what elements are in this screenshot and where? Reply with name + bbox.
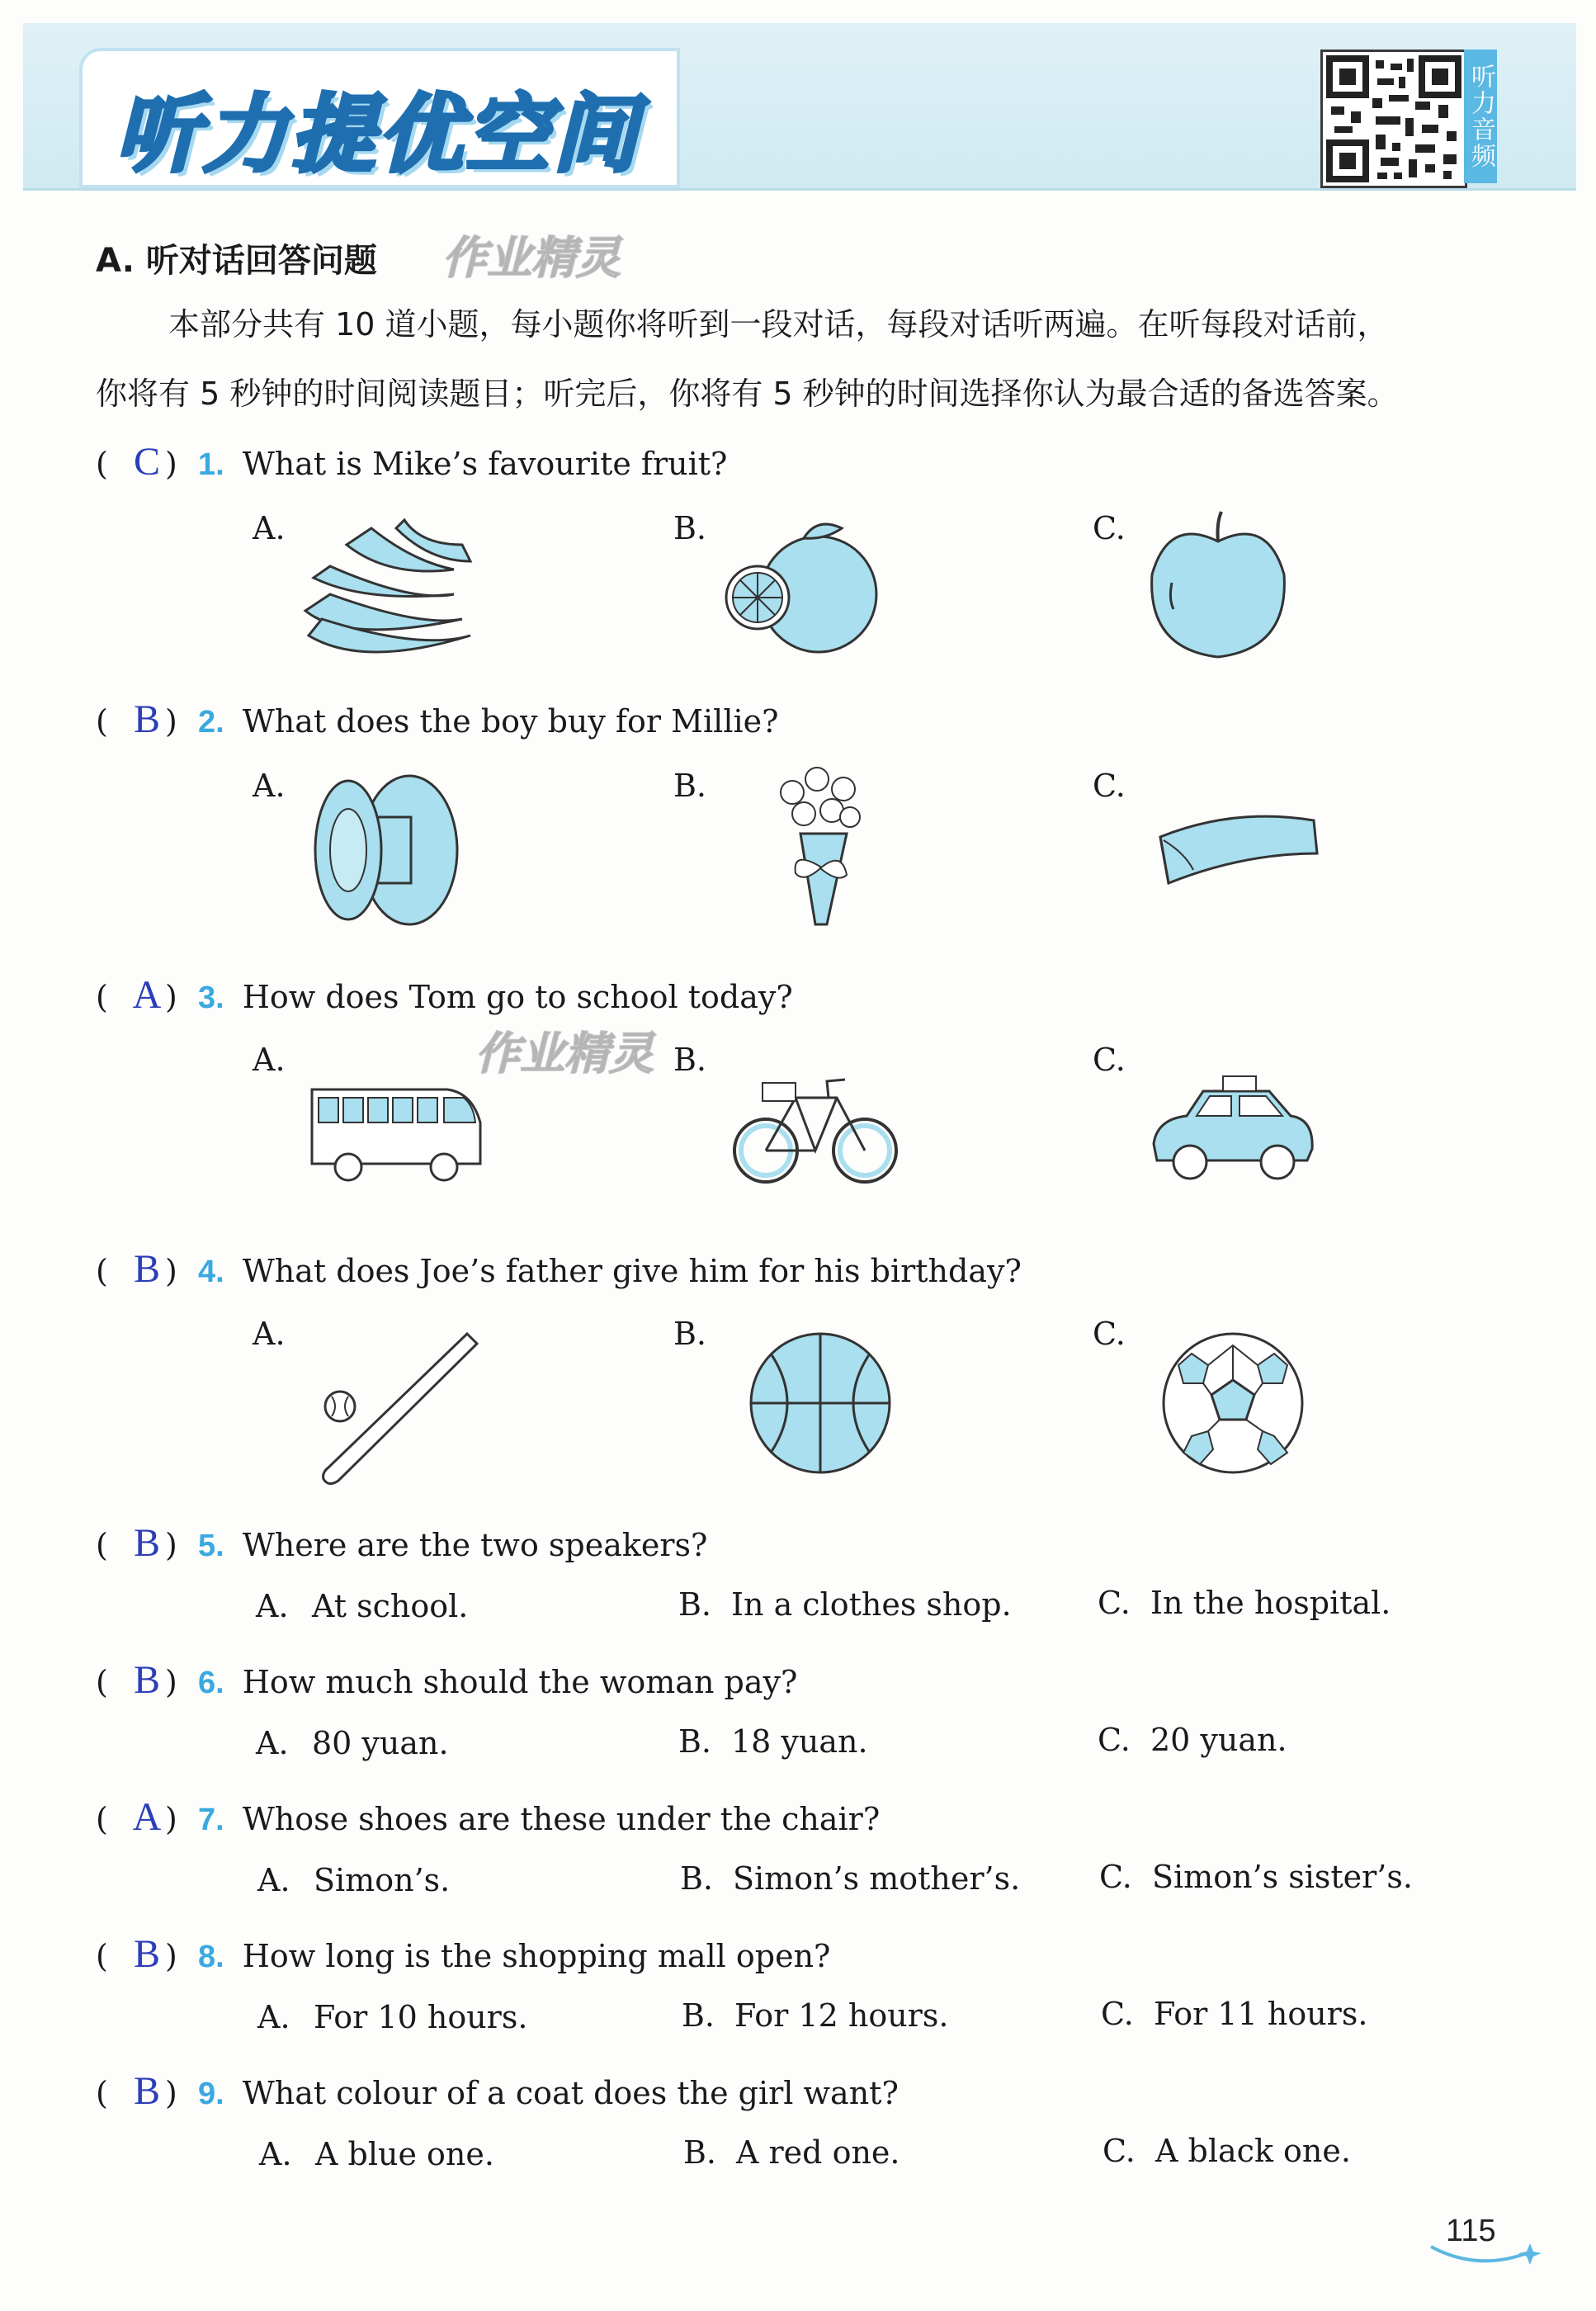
bananas-icon — [297, 512, 487, 677]
watermark: 作业精灵 — [442, 232, 621, 284]
question-number: 9. — [198, 2077, 224, 2111]
option-text: 18 yuan. — [731, 1723, 868, 1760]
option-text: A red one. — [736, 2134, 900, 2171]
option-label: A. — [257, 1862, 290, 1898]
question-9: ( B ) 9. What colour of a coat does the girl want? — [96, 2069, 899, 2113]
question-number: 2. — [198, 705, 224, 740]
option-label: A. — [256, 1588, 289, 1624]
answer-mark: B — [133, 1247, 160, 1291]
option-label: B. — [673, 1042, 707, 1078]
option-label: A. — [259, 2136, 292, 2172]
option-text: 80 yuan. — [312, 1725, 449, 1761]
answer-mark: B — [133, 2069, 160, 2113]
answer-mark: B — [133, 1658, 160, 1702]
option-text: Simon’s mother’s. — [733, 1860, 1021, 1897]
orange-icon — [718, 512, 891, 660]
option-text: For 10 hours. — [314, 1999, 528, 2035]
option-text: In the hospital. — [1150, 1585, 1391, 1621]
option-label: A. — [257, 1999, 290, 2035]
question-number: 1. — [198, 447, 224, 482]
question-text: How does Tom go to school today? — [242, 979, 793, 1015]
taxi-icon — [1145, 1070, 1319, 1193]
option-label: C. — [1098, 1585, 1131, 1621]
question-number: 7. — [198, 1803, 224, 1837]
option-label: B. — [673, 1316, 707, 1352]
option-label: B. — [673, 510, 707, 546]
bicycle-icon — [730, 1065, 903, 1189]
option-label: C. — [1093, 510, 1126, 546]
option-label: A. — [253, 510, 286, 546]
instructions-line-2: 你将有 5 秒钟的时间阅读题目；听完后，你将有 5 秒钟的时间选择你认为最合适的备选答案。 — [96, 376, 1399, 412]
option-label: B. — [683, 2134, 717, 2171]
question-5: ( B ) 5. Where are the two speakers? — [96, 1521, 708, 1565]
answer-mark: B — [133, 1521, 160, 1565]
instructions-line-1: 本部分共有 10 道小题，每小题你将听到一段对话，每段对话听两遍。在听每段对话前， — [168, 306, 1389, 343]
question-8: ( B ) 8. How long is the shopping mall open? — [96, 1932, 831, 1976]
question-text: What does the boy buy for Millie? — [242, 703, 779, 740]
section-heading: A. 听对话回答问题 — [96, 242, 377, 280]
option-label: A. — [256, 1725, 289, 1761]
option-text: A blue one. — [315, 2136, 494, 2172]
question-text: Where are the two speakers? — [242, 1527, 708, 1563]
question-text: Whose shoes are these under the chair? — [242, 1801, 881, 1837]
football-icon — [1159, 1329, 1307, 1477]
option-text: For 11 hours. — [1154, 1996, 1368, 2032]
question-text: What does Joe’s father give him for his birthday? — [242, 1253, 1022, 1289]
answer-mark: B — [133, 1932, 160, 1976]
question-2: ( B ) 2. What does the boy buy for Millie? — [96, 697, 779, 741]
question-6: ( B ) 6. How much should the woman pay? — [96, 1658, 798, 1702]
question-1: ( C ) 1. What is Mike’s favourite fruit? — [96, 440, 728, 484]
option-label: C. — [1098, 1722, 1131, 1758]
option-text: Simon’s sister’s. — [1152, 1859, 1413, 1895]
option-text: For 12 hours. — [734, 1997, 949, 2034]
question-4: ( B ) 4. What does Joe’s father give him for his birthday? — [96, 1247, 1022, 1291]
option-text: In a clothes shop. — [731, 1586, 1012, 1623]
question-3: ( A ) 3. How does Tom go to school today? — [96, 973, 793, 1017]
qr-code-icon[interactable] — [1320, 50, 1467, 188]
option-label: C. — [1099, 1859, 1132, 1895]
question-number: 5. — [198, 1529, 224, 1563]
question-text: What colour of a coat does the girl want? — [242, 2075, 899, 2111]
option-label: B. — [680, 1860, 714, 1897]
page-title: 听力提优空间 — [116, 86, 640, 184]
question-number: 8. — [198, 1940, 224, 1974]
bus-icon — [307, 1073, 489, 1189]
question-text: How long is the shopping mall open? — [242, 1938, 831, 1974]
answer-mark: B — [133, 697, 160, 741]
question-7: ( A ) 7. Whose shoes are these under the chair? — [96, 1795, 881, 1839]
answer-mark: A — [132, 973, 162, 1017]
option-text: At school. — [312, 1588, 469, 1624]
apple-icon — [1136, 508, 1301, 665]
basketball-icon — [746, 1329, 895, 1477]
option-label: C. — [1101, 1996, 1134, 2032]
question-number: 3. — [198, 981, 224, 1015]
option-label: B. — [673, 768, 707, 804]
option-text: 20 yuan. — [1150, 1722, 1287, 1758]
question-text: What is Mike’s favourite fruit? — [242, 446, 728, 482]
question-text: How much should the woman pay? — [242, 1664, 798, 1700]
option-label: A. — [253, 768, 286, 804]
option-text: Simon’s. — [314, 1862, 451, 1898]
option-label: B. — [678, 1586, 712, 1623]
option-label: C. — [1103, 2133, 1136, 2169]
page-number: 115 — [1446, 2214, 1496, 2248]
baseball-bat-icon — [314, 1326, 487, 1491]
option-label: B. — [678, 1723, 712, 1760]
answer-mark: C — [133, 440, 160, 484]
option-label: C. — [1093, 1042, 1126, 1078]
option-text: A black one. — [1155, 2133, 1351, 2169]
page-swoosh-icon — [1428, 2238, 1543, 2271]
pencil-case-icon — [1152, 804, 1325, 895]
question-number: 6. — [198, 1666, 224, 1700]
flowers-icon — [767, 759, 875, 941]
watermark: 作业精灵 — [475, 1028, 654, 1080]
option-label: A. — [253, 1316, 286, 1352]
qr-side-label: 听力音频 — [1464, 50, 1497, 183]
question-number: 4. — [198, 1255, 224, 1289]
answer-mark: A — [132, 1795, 162, 1839]
yo-yo-icon — [302, 768, 467, 933]
option-label: C. — [1093, 1316, 1126, 1352]
option-label: A. — [253, 1042, 286, 1078]
option-label: B. — [682, 1997, 715, 2034]
option-label: C. — [1093, 768, 1126, 804]
